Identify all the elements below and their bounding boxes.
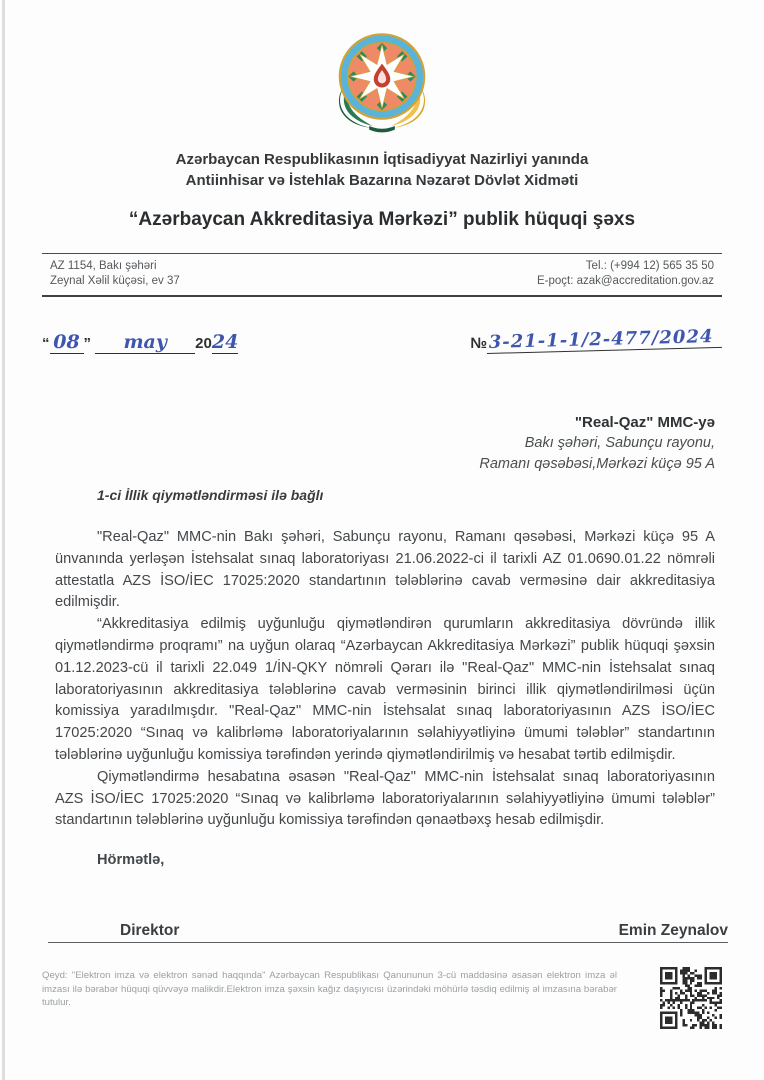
footer: [42, 969, 722, 1029]
recipient-address-line-2: Ramanı qəsəbəsi,Mərkəzi küçə 95 A: [479, 456, 715, 472]
recipient-block: [0, 412, 715, 475]
salutation: Hörmətlə,: [97, 852, 165, 869]
qr-code: [660, 967, 722, 1029]
signer-name: Emin Zeynalov: [618, 922, 728, 940]
azerbaijan-coat-of-arms-icon: [327, 30, 437, 139]
organization-title: “Azərbaycan Akkreditasiya Mərkəzi” publik hüquqi şəxs: [128, 209, 636, 230]
quote-open: “: [42, 335, 50, 352]
sender-contact: [537, 259, 714, 289]
contact-bar: [42, 254, 722, 295]
body-paragraph-1: "Real-Qaz" MMC-nin Bakı şəhəri, Sabunçu rayonu, Ramanı qəsəbəsi, Mərkəzi küçə 95 A ünvanında yerləşən İstehsalat sınaq laboratoriyası 21.06.2022-ci il tarixli AZ 01.0690.01.22 nömrəli attestatla AZS İSO/İEC 17025:2020 standartının tələblərinə cavab verməsinə dair akkreditasiya edilmişdir.: [55, 529, 715, 611]
divider-bottom: [42, 295, 722, 297]
quote-close: ”: [83, 335, 91, 352]
date-month-handwritten: may: [95, 331, 195, 354]
subject-line: 1-ci İllik qiymətləndirməsi ilə bağlı: [97, 487, 324, 503]
number-value-handwritten: 3-21-1-1/2-477/2024: [487, 326, 722, 354]
ministry-line-1: Azərbaycan Respublikasının İqtisadiyyat Nazirliyi yanında: [175, 151, 589, 168]
scan-edge-artifact: [2, 0, 5, 1080]
signature-row: [48, 922, 728, 943]
date-day-handwritten: 08: [50, 331, 84, 354]
reference-row: [42, 326, 722, 354]
sender-address-line-1: AZ 1154, Bakı şəhəri: [50, 260, 157, 272]
letter-body: [55, 527, 715, 832]
year-printed: 20: [195, 335, 212, 352]
date-year-handwritten: 24: [211, 331, 239, 353]
sender-address-line-2: Zeynal Xəlil küçəsi, ev 37: [50, 275, 180, 287]
number-label: №: [470, 335, 488, 352]
signer-position: Direktor: [120, 922, 180, 940]
recipient-address-line-1: Bakı şəhəri, Sabunçu rayonu,: [524, 435, 715, 451]
letter-number: [470, 326, 722, 354]
body-paragraph-2: “Akkreditasiya edilmiş uyğunluğu qiymətləndirən qurumların akkreditasiya dövründə illik qiymətləndirmə proqramı” na uyğun olaraq “Azərbaycan Akkreditasiya Mərkəzi” publik hüquqi şəxsin 01.12.2023-cü il tarixli 22.049 1/İN-QKY nömrəli Qərarı ilə "Real-Qaz" MMC-nin İstehsalat sınaq laboratoriyasının akkreditasiya tələblərinə cavab verməsinin birinci illik qiymətləndirilməsi üçün komissiya yaradılmışdır. "Real-Qaz" MMC-nin İstehsalat sınaq laboratoriyasının AZS İSO/İEC 17025:2020 “Sınaq və kalibrləmə laboratoriyalarının səlahiyyətliyinə ümumi tələblər” standartının tələblərinə uyğunluğu komissiya tərəfindən yerində qiymətləndirilmiş və hesabat tərtib edilmişdir.: [55, 616, 715, 763]
legal-note: Qeyd: "Elektron imza və elektron sənəd haqqında" Azərbaycan Respublikası Qanununun 3-cü maddəsinə əsasən elektron imza əl imzası ilə bərabər hüquqi qüvvəyə malikdir.Elektron imza şəxsin kağız daşıyıcısı üzərindəki möhürlə təsdiq edilmiş əl imzasına bərabər tutulur.: [42, 970, 617, 1009]
letter-date: [42, 331, 238, 354]
sender-address: [50, 259, 180, 289]
recipient-name: "Real-Qaz" MMC-yə: [574, 414, 715, 431]
body-paragraph-3: Qiymətləndirmə hesabatına əsasən "Real-Qaz" MMC-nin İstehsalat sınaq laboratoriyasının AZS İSO/İEC 17025:2020 “Sınaq və kalibrləmə laboratoriyalarının səlahiyyətliyinə ümumi tələblər” standartının tələblərinə uyğunluğu komissiya tərəfindən qənaətbəxş hesab edilmişdir.: [55, 768, 715, 829]
ministry-line-2: Antiinhisar və İstehlak Bazarına Nəzarət Dövlət Xidməti: [185, 172, 579, 189]
sender-phone: Tel.: (+994 12) 565 35 50: [585, 260, 714, 272]
sender-email: E-poçt: azak@accreditation.gov.az: [536, 275, 714, 287]
